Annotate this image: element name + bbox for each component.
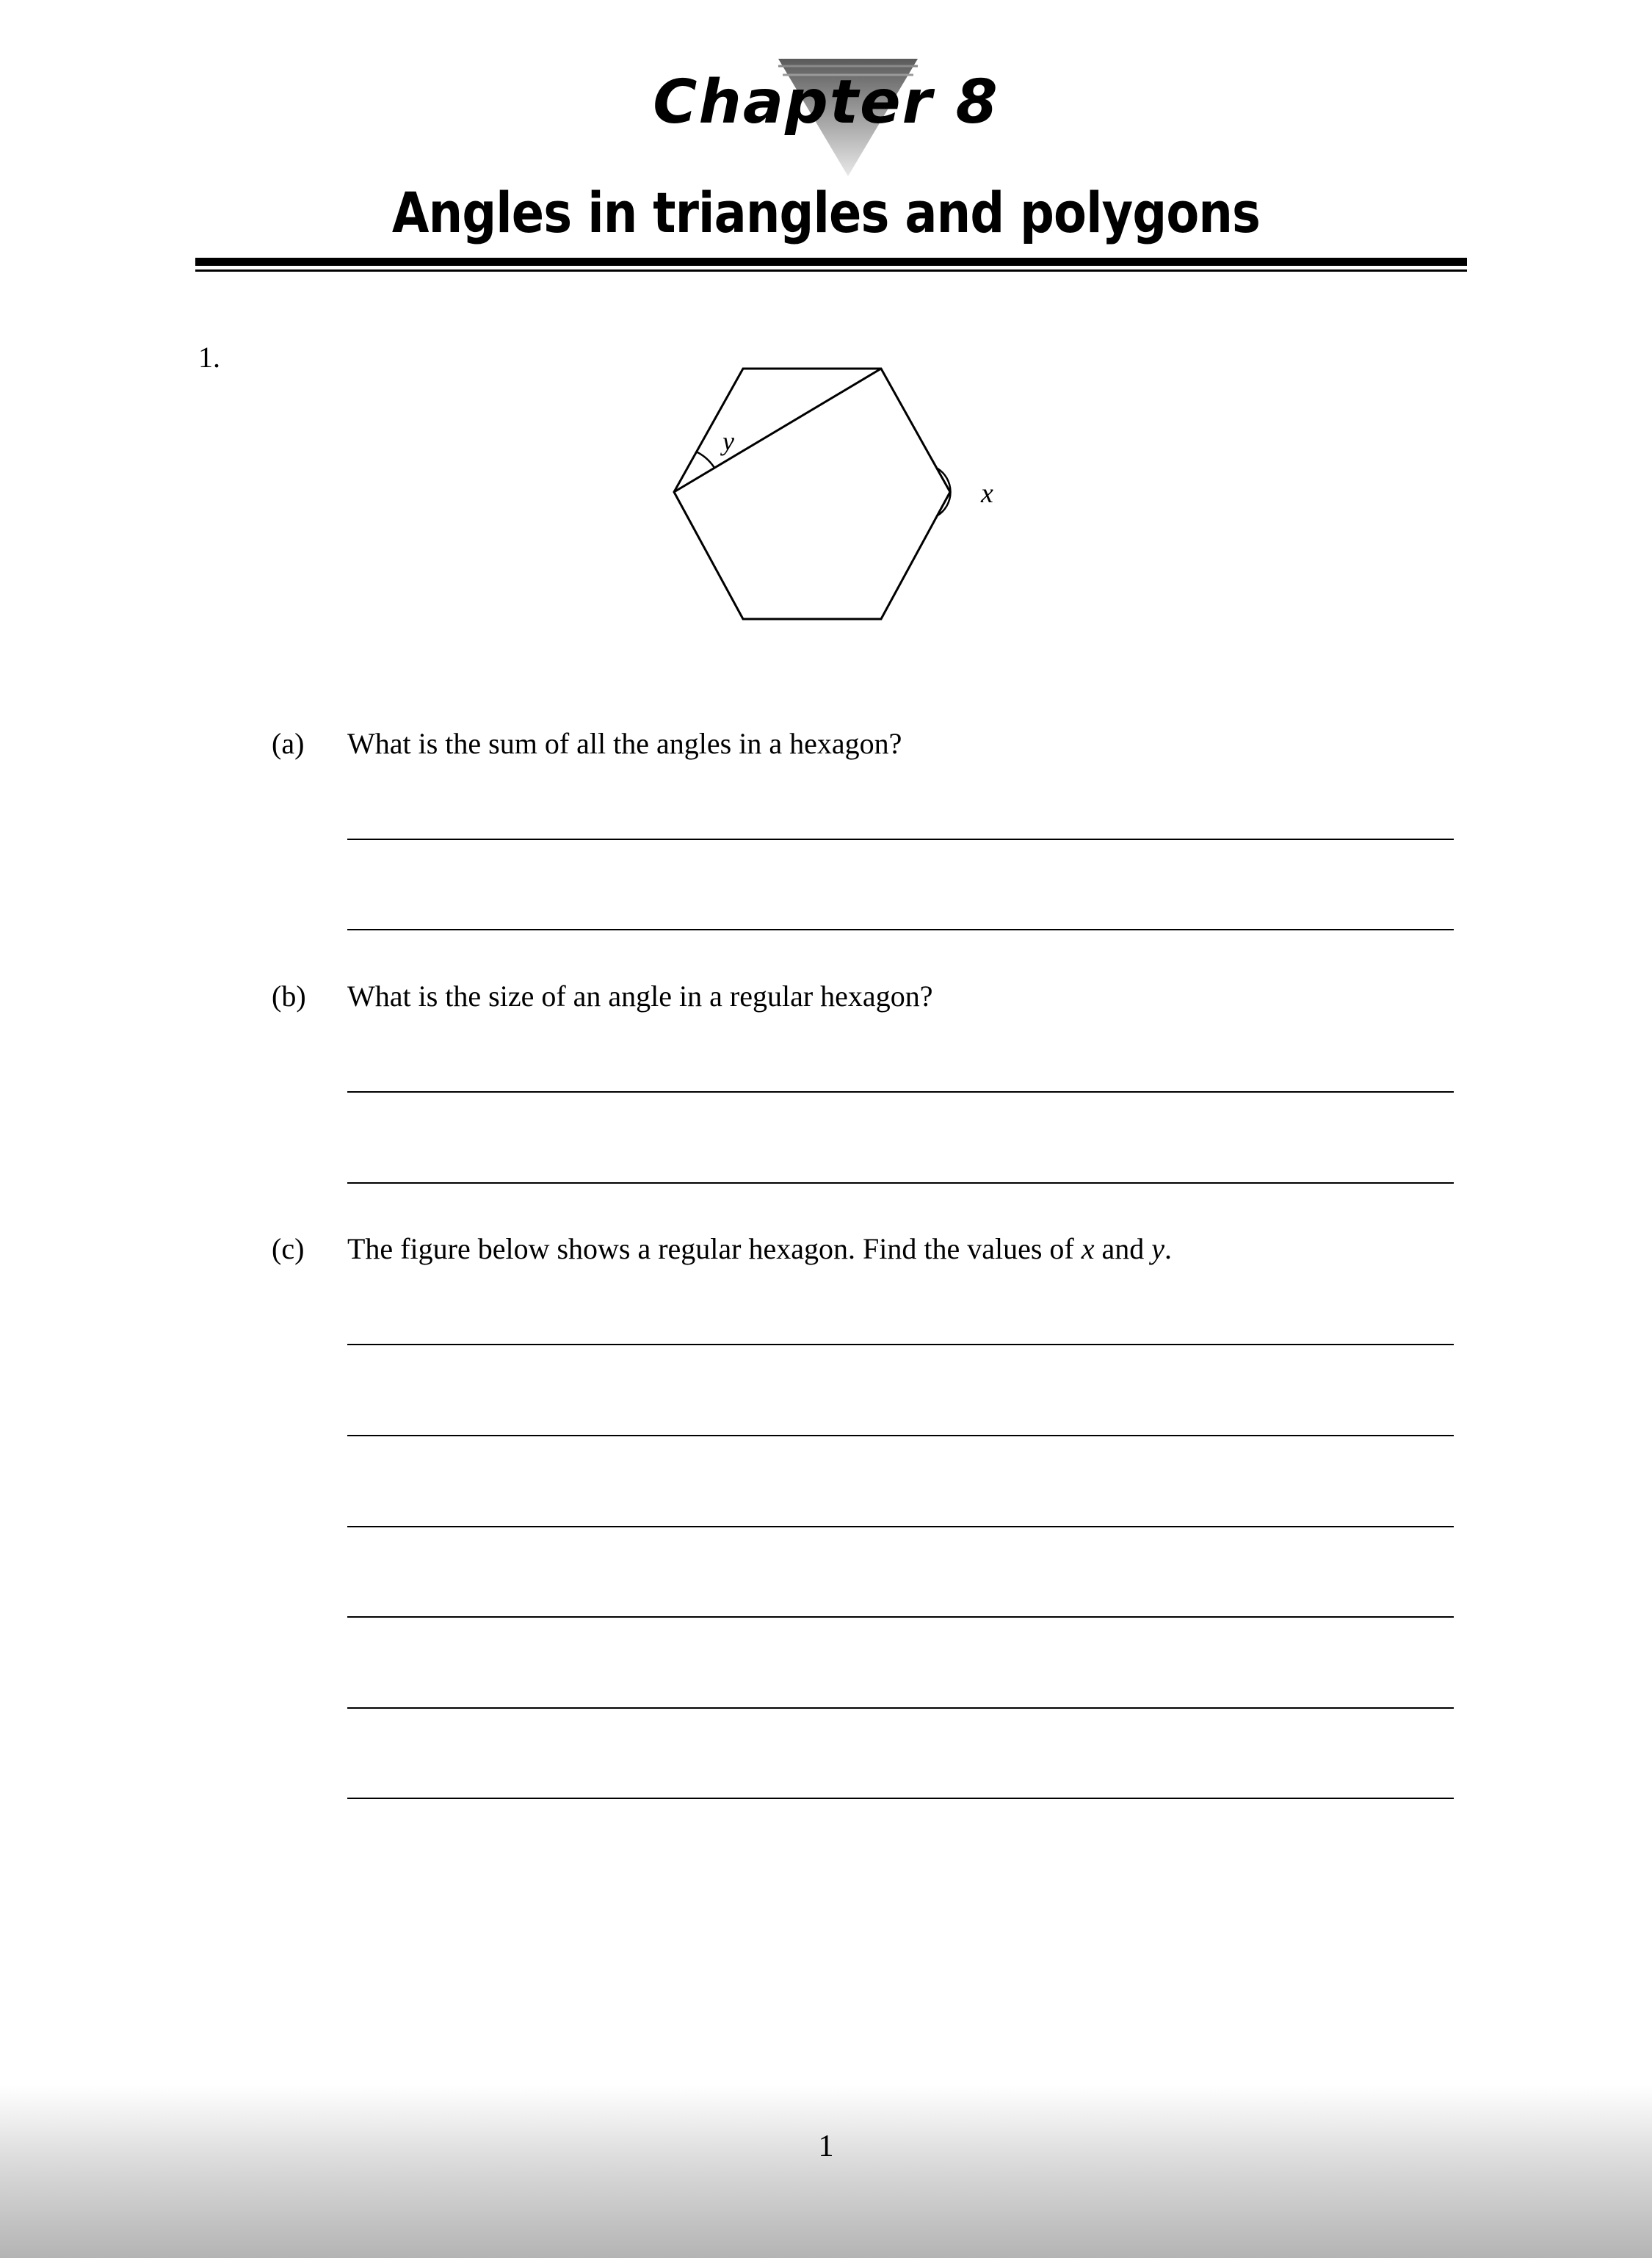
answer-line[interactable] <box>347 1616 1454 1618</box>
hexagon-figure <box>661 352 1028 639</box>
part-c-label: (c) <box>272 1232 305 1265</box>
page-title: Angles in triangles and polygons <box>391 180 1261 245</box>
part-b-label: (b) <box>272 980 306 1013</box>
part-c-text-and: and <box>1094 1232 1152 1265</box>
part-a-text: What is the sum of all the angles in a hexagon? <box>347 727 902 760</box>
answer-line[interactable] <box>347 1091 1454 1093</box>
angle-x-arc <box>938 468 951 515</box>
regular-hexagon <box>674 369 950 619</box>
footer-band <box>0 2085 1652 2258</box>
label-y: y <box>722 427 734 456</box>
part-b-text: What is the size of an angle in a regular hexagon? <box>347 980 933 1013</box>
title-rule-thin <box>195 269 1467 272</box>
page-number: 1 <box>818 2129 834 2163</box>
chapter-heading <box>0 51 1652 184</box>
question-number: 1. <box>198 341 220 374</box>
part-c-var-x: x <box>1081 1232 1095 1265</box>
answer-line[interactable] <box>347 1344 1454 1345</box>
answer-line[interactable] <box>347 1526 1454 1527</box>
part-c-text-start: The figure below shows a regular hexagon. Find the values of <box>347 1232 1082 1265</box>
answer-line[interactable] <box>347 839 1454 840</box>
chapter-title: Chapter 8 <box>653 68 999 137</box>
angle-y-arc <box>696 452 714 468</box>
diagonal-line <box>674 369 881 492</box>
answer-line[interactable] <box>347 1435 1454 1436</box>
part-c-text <box>347 1231 1172 1267</box>
answer-line[interactable] <box>347 929 1454 930</box>
part-c-text-end: . <box>1164 1232 1173 1265</box>
answer-line[interactable] <box>347 1798 1454 1799</box>
answer-line[interactable] <box>347 1182 1454 1184</box>
part-a-label: (a) <box>272 727 305 760</box>
answer-line[interactable] <box>347 1707 1454 1709</box>
part-c-var-y: y <box>1151 1232 1165 1265</box>
label-x: x <box>981 478 993 509</box>
title-rule-thick <box>195 258 1467 266</box>
